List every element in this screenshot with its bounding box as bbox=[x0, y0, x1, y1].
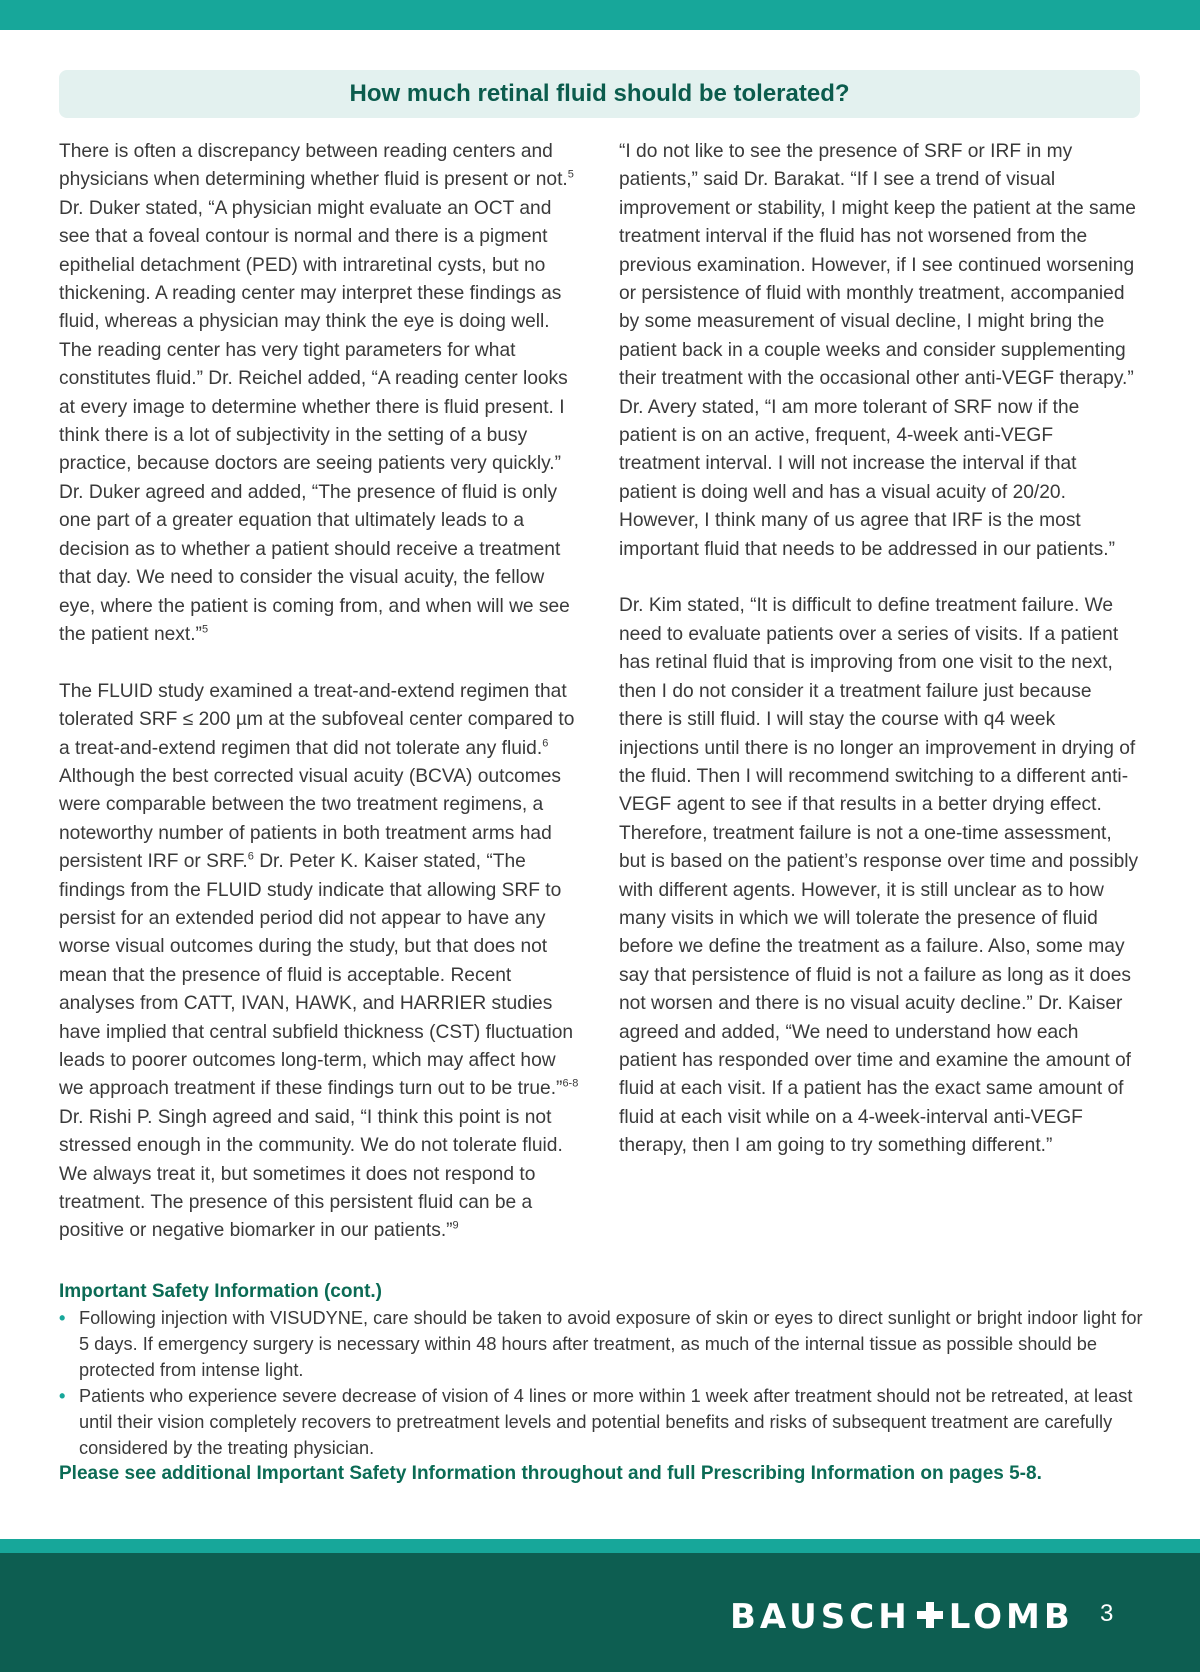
safety-bullet-text: Patients who experience severe decrease of vision of 4 lines or more within 1 week after treatment should not be retreated, at least until their vision completely recovers to pretreatment levels and potential benefits and risks of subsequent treatment are carefully considered by the treating physician. bbox=[79, 1386, 1133, 1458]
right-paragraph-1: “I do not like to see the presence of SRF or IRF in my patients,” said Dr. Barakat. “If I see a trend of visual improvement or stability, I might keep the patient at the same treatment interval if the fluid has not worsened from the previous examination. However, if I see continued worsening or persistence of fluid with monthly treatment, accompanied by some measurement of visual decline, I might bring the patient back in a couple weeks and consider supplementing their treatment with the occasional other anti-VEGF therapy.” Dr. Avery stated, “I am more tolerant of SRF now if the patient is on an active, frequent, 4-week anti-VEGF treatment interval. I will not increase the interval if that patient is doing well and has a visual acuity of 20/20. However, I think many of us agree that IRF is the most important fluid that needs to be addressed in our patients.” bbox=[619, 141, 1136, 560]
right-column bbox=[619, 138, 1139, 1189]
text-run: The FLUID study examined a treat-and-extend regimen that tolerated SRF ≤ 200 µm at the subfoveal center compared to a treat-and-extend regimen that did not tolerate any fluid. bbox=[59, 680, 575, 759]
safety-bullet-2 bbox=[59, 1383, 1144, 1461]
plus-icon-svg bbox=[915, 1600, 945, 1630]
citation-superscript: 9 bbox=[452, 1220, 459, 1233]
left-paragraph-1 bbox=[59, 138, 579, 649]
text-run: Although the best corrected visual acuity (BCVA) outcomes were comparable between the two treatment regimens, a noteworthy number of patients in both treatment arms had persistent IRF or SRF. bbox=[59, 765, 561, 873]
plus-icon bbox=[915, 1595, 945, 1639]
text-run: Dr. Peter K. Kaiser stated, “The findings from the FLUID study indicate that allowing SRF to persist for an extended period did not appear to have any worse visual outcomes during the study, but that does not mean that the presence of fluid is acceptable. Recent analyses from CATT, IVAN, HAWK, and HARRIER studies have implied that central subfield thickness (CST) fluctuation leads to poorer outcomes long-term, which may affect how we approach treatment if these findings turn out to be true.” bbox=[59, 851, 574, 1100]
right-paragraph-2: Dr. Kim stated, “It is difficult to define treatment failure. We need to evaluate patients over a series of visits. If a patient has retinal fluid that is improving from one visit to the next, then I do not consider it a treatment failure just because there is still fluid. I will stay the course with q4 week injections until there is no longer an improvement in drying of the fluid. Then I will recommend switching to a different anti-VEGF agent to see if that results in a better drying effect. Therefore, treatment failure is not a one-time assessment, but is based on the patient’s response over time and possibly with different agents. However, it is still unclear as to how many visits in which we will tolerate the presence of fluid before we define the treatment as a failure. Also, some may say that persistence of fluid is not a failure as long as it does not worsen and there is no visual acuity decline.” Dr. Kaiser agreed and added, “We need to understand how each patient has responded over time and examine the amount of fluid at each visit. If a patient has the exact same amount of fluid at each visit while on a 4-week-interval anti-VEGF therapy, then I am going to try something different.” bbox=[619, 595, 1139, 1157]
citation-superscript: 6-8 bbox=[562, 1078, 579, 1090]
safety-heading: Important Safety Information (cont.) bbox=[59, 1281, 382, 1302]
bausch-lomb-logo bbox=[730, 1597, 1074, 1637]
logo-text-left: BAUSCH bbox=[730, 1597, 911, 1637]
bullet-icon: • bbox=[59, 1308, 66, 1328]
citation-superscript: 6 bbox=[542, 737, 549, 750]
text-run: Dr. Rishi P. Singh agreed and said, “I think this point is not stressed enough in the community. We do not tolerate fluid. We always treat it, but sometimes it does not respond to treatment. The presence of this persistent fluid can be a positive or negative biomarker in our patients.” bbox=[59, 1106, 563, 1242]
citation-superscript: 5 bbox=[201, 623, 209, 636]
section-title-box bbox=[59, 70, 1140, 118]
left-paragraph-2 bbox=[59, 678, 579, 1246]
top-accent-bar bbox=[0, 0, 1200, 30]
citation-superscript: 6 bbox=[247, 850, 254, 863]
logo-text-right: LOMB bbox=[948, 1597, 1074, 1637]
footer-accent-band bbox=[0, 1539, 1200, 1553]
text-run: Dr. Duker stated, “A physician might evaluate an OCT and see that a foveal contour is normal and there is a pigment epithelial detachment (PED) with intraretinal cysts, but no thickening. A reading center may interpret these findings as fluid, whereas a physician may think the eye is doing well. The reading center has very tight parameters for what constitutes fluid.” Dr. Reichel added, “A reading center looks at every image to determine whether there is fluid present. I think there is a lot of subjectivity in the setting of a busy practice, because doctors are seeing patients very quickly.” Dr. Duker agreed and added, “The presence of fluid is only one part of a greater equation that ultimately leads to a decision as to whether a patient should receive a treatment that day. We need to consider the visual acuity, the fellow eye, where the patient is coming from, and when will we see the patient next.” bbox=[59, 197, 570, 645]
important-safety-information bbox=[59, 1279, 1144, 1487]
prescribing-info-link[interactable]: Please see additional Important Safety Information throughout and full Prescribing Information on pages 5-8. bbox=[59, 1463, 1042, 1484]
safety-bullet-1 bbox=[59, 1305, 1144, 1383]
page-number: 3 bbox=[1100, 1600, 1114, 1627]
left-column bbox=[59, 138, 579, 1274]
safety-list bbox=[59, 1305, 1144, 1461]
safety-bullet-text: Following injection with VISUDYNE, care should be taken to avoid exposure of skin or eyes to direct sunlight or bright indoor light for 5 days. If emergency surgery is necessary within 48 hours after treatment, as much of the internal tissue as possible should be protected from intense light. bbox=[79, 1308, 1143, 1380]
bullet-icon: • bbox=[59, 1386, 66, 1406]
citation-superscript: 5 bbox=[567, 169, 574, 182]
section-title: How much retinal fluid should be tolerated? bbox=[349, 80, 850, 107]
text-run: There is often a discrepancy between reading centers and physicians when determining whether fluid is present or not. bbox=[59, 141, 568, 191]
